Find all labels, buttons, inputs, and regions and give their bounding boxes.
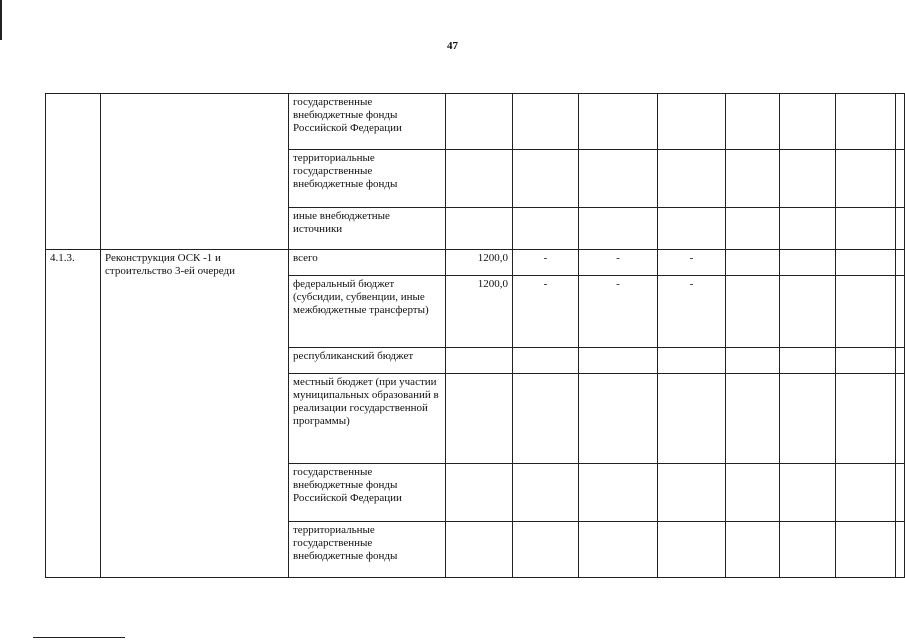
scan-mark-left-top <box>0 0 2 40</box>
value-cell: - <box>513 250 579 276</box>
source-cell: местный бюджет (при участии муниципальных образований в реализации государственной программы) <box>289 374 446 464</box>
value-cell <box>896 348 905 374</box>
value-cell <box>780 94 836 150</box>
value-cell <box>836 464 896 522</box>
source-cell: государственные внебюджетные фонды Российской Федерации <box>289 94 446 150</box>
value-cell: 1200,0 <box>446 250 513 276</box>
value-cell <box>513 150 579 208</box>
value-cell <box>513 464 579 522</box>
table-row <box>46 94 905 150</box>
value-cell <box>780 150 836 208</box>
value-cell <box>513 208 579 250</box>
value-cell <box>579 464 658 522</box>
value-cell <box>896 150 905 208</box>
value-cell <box>780 374 836 464</box>
value-cell <box>579 522 658 578</box>
value-cell: - <box>579 276 658 348</box>
value-cell <box>896 522 905 578</box>
value-cell <box>579 348 658 374</box>
value-cell <box>658 348 726 374</box>
code-cell <box>46 94 101 250</box>
value-cell <box>446 94 513 150</box>
value-cell <box>726 250 780 276</box>
value-cell <box>836 374 896 464</box>
value-cell <box>513 522 579 578</box>
value-cell <box>446 348 513 374</box>
value-cell <box>579 150 658 208</box>
value-cell <box>513 374 579 464</box>
value-cell <box>579 208 658 250</box>
value-cell: - <box>579 250 658 276</box>
value-cell <box>780 464 836 522</box>
value-cell <box>658 94 726 150</box>
value-cell <box>446 522 513 578</box>
value-cell <box>658 522 726 578</box>
source-cell: государственные внебюджетные фонды Российской Федерации <box>289 464 446 522</box>
table-body <box>46 94 905 578</box>
value-cell <box>836 250 896 276</box>
value-cell <box>513 348 579 374</box>
value-cell <box>726 276 780 348</box>
value-cell <box>896 276 905 348</box>
page-number: 47 <box>447 40 458 52</box>
value-cell <box>658 150 726 208</box>
value-cell <box>836 94 896 150</box>
scan-mark-bottom-rule <box>33 637 125 638</box>
value-cell <box>780 208 836 250</box>
value-cell <box>726 522 780 578</box>
value-cell <box>726 208 780 250</box>
value-cell <box>579 374 658 464</box>
source-cell: иные внебюджетные источники <box>289 208 446 250</box>
value-cell <box>446 374 513 464</box>
value-cell <box>836 522 896 578</box>
value-cell <box>658 464 726 522</box>
value-cell <box>726 94 780 150</box>
value-cell <box>726 374 780 464</box>
value-cell <box>446 464 513 522</box>
value-cell <box>780 250 836 276</box>
value-cell <box>658 374 726 464</box>
value-cell <box>780 522 836 578</box>
value-cell <box>836 348 896 374</box>
value-cell <box>896 208 905 250</box>
value-cell <box>513 94 579 150</box>
value-cell <box>780 276 836 348</box>
source-cell: территориальные государственные внебюджетные фонды <box>289 522 446 578</box>
value-cell <box>896 464 905 522</box>
event-name-cell: Реконструкция ОСК -1 и строительство 3-ей очереди <box>101 250 289 578</box>
value-cell <box>896 374 905 464</box>
value-cell: - <box>513 276 579 348</box>
value-cell <box>446 150 513 208</box>
value-cell: - <box>658 250 726 276</box>
value-cell <box>579 94 658 150</box>
source-cell: республиканский бюджет <box>289 348 446 374</box>
value-cell <box>726 348 780 374</box>
value-cell <box>726 150 780 208</box>
event-name-cell <box>101 94 289 250</box>
value-cell <box>446 208 513 250</box>
table-row <box>46 250 905 276</box>
source-cell: всего <box>289 250 446 276</box>
code-cell: 4.1.3. <box>46 250 101 578</box>
value-cell <box>780 348 836 374</box>
value-cell <box>896 250 905 276</box>
value-cell <box>726 464 780 522</box>
value-cell <box>836 150 896 208</box>
value-cell <box>896 94 905 150</box>
value-cell: 1200,0 <box>446 276 513 348</box>
value-cell <box>836 276 896 348</box>
source-cell: федеральный бюджет (субсидии, субвенции, иные межбюджетные трансферты) <box>289 276 446 348</box>
budget-table <box>45 93 905 578</box>
value-cell <box>836 208 896 250</box>
value-cell: - <box>658 276 726 348</box>
source-cell: территориальные государственные внебюджетные фонды <box>289 150 446 208</box>
value-cell <box>658 208 726 250</box>
